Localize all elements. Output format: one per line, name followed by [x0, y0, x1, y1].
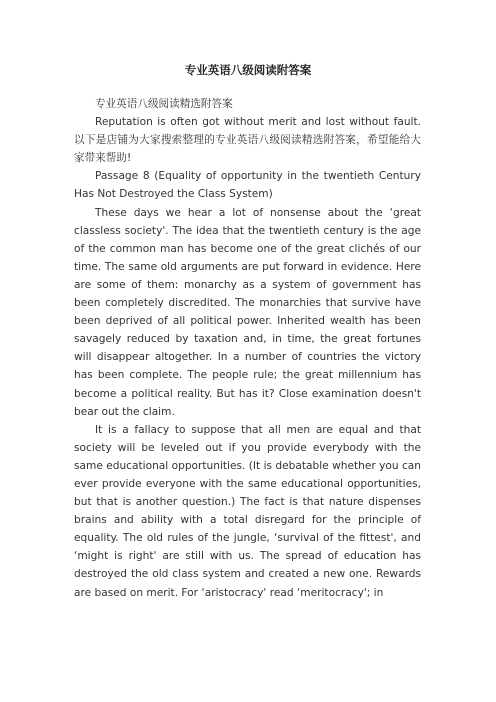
passage-heading: Passage 8 (Equality of opportunity in the twentieth Century Has Not Destroyed the Class System)	[74, 170, 421, 201]
page-title: 专业英语八级阅读附答案	[184, 63, 312, 77]
intro-paragraph: Reputation is often got without merit and lost without fault. 以下是店铺为大家搜索整理的专业英语八级阅读精选附答案，希望能给大家带来帮助!	[74, 116, 421, 165]
document-body	[74, 95, 421, 602]
body-paragraph: It is a fallacy to suppose that all men are equal and that society will be leveled out if you provide everybody with the same educational opportunities. (It is debatable whether you can ever provide everyone with the same educational opportunities, but that is another question.) The fact is that nature dispenses brains and ability with a total disregard for the principle of equality. The old rules of the jungle, ‘survival of the fittest', and ‘might is right' are still with us. The spread of education has destroyed the old class system and created a new one. Rewards are based on merit. For ‘aristocracy' read ‘meritocracy'; in	[74, 423, 421, 599]
body-paragraph: These days we hear a lot of nonsense about the ‘great classless society'. The idea that the twentieth century is the age of the common man has become one of the great clichés of our time. The same old arguments are put forward in evidence. Here are some of them: monarchy as a system of government has been completely discredited. The monarchies that survive have been deprived of all political power. Inherited wealth has been savagely reduced by taxation and, in time, the great fortunes will disappear altogether. In a number of countries the victory has been complete. The people rule; the great millennium has become a political reality. But has it? Close examination doesn't bear out the claim.	[74, 206, 421, 418]
subtitle-paragraph: 专业英语八级阅读精选附答案	[95, 98, 233, 110]
